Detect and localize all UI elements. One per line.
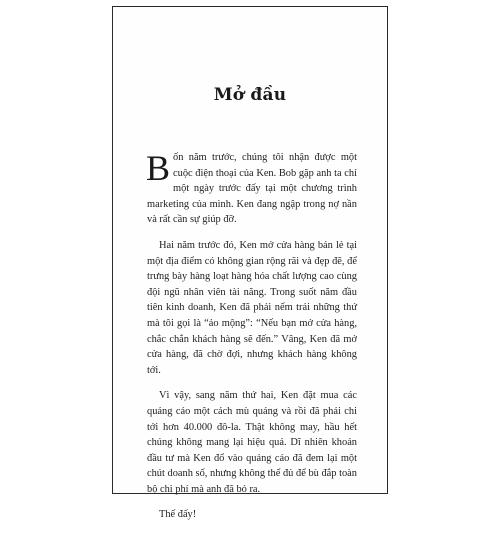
- paragraph-1-text: ốn năm trước, chúng tôi nhận được một cuộc điện thoại của Ken. Bob gặp anh ta chỉ một ngày trước đấy tại một chương trình marketing của mình. Ken đang ngập trong nợ nần và rất cần sự giúp đỡ.: [147, 152, 357, 226]
- paragraph-4: Thế đấy!: [159, 509, 197, 521]
- paragraph-2: Hai năm trước đó, Ken mở cửa hàng bán lẻ tại một địa điểm có không gian rộng rãi và đẹp đẽ, để trưng bày hàng loạt hàng hóa chất lượng cao cùng đội ngũ nhân viên tài năng. Trong suốt năm đầu tiên kinh doanh, Ken đã phải nếm trải những thứ mà tôi gọi là “ảo mộng”: “Nếu bạn mở cửa hàng, chắc chắn khách hàng sẽ đến.” Vâng, Ken đã mở cửa hàng, đã chờ đợi, nhưng khách hàng không tới.: [147, 239, 357, 376]
- drop-cap: B: [146, 148, 171, 188]
- chapter-title: Mở đầu: [213, 85, 287, 105]
- paragraph-1: [147, 150, 357, 228]
- chapter-body: [147, 150, 357, 533]
- paragraph-3: Vì vậy, sang năm thứ hai, Ken đặt mua các quảng cáo một cách mù quáng và rồi đã phải chi tới hơn 40.000 đô-la. Thật không may, hầu hết chúng không mang lại hiệu quả. Dĩ nhiên khoản đầu tư mà Ken đổ vào quảng cáo đã đem lại một chút doanh số, nhưng không thể đủ để bù đắp toàn bộ chi phí mà anh đã bỏ ra.: [147, 390, 357, 495]
- book-page: [112, 6, 388, 521]
